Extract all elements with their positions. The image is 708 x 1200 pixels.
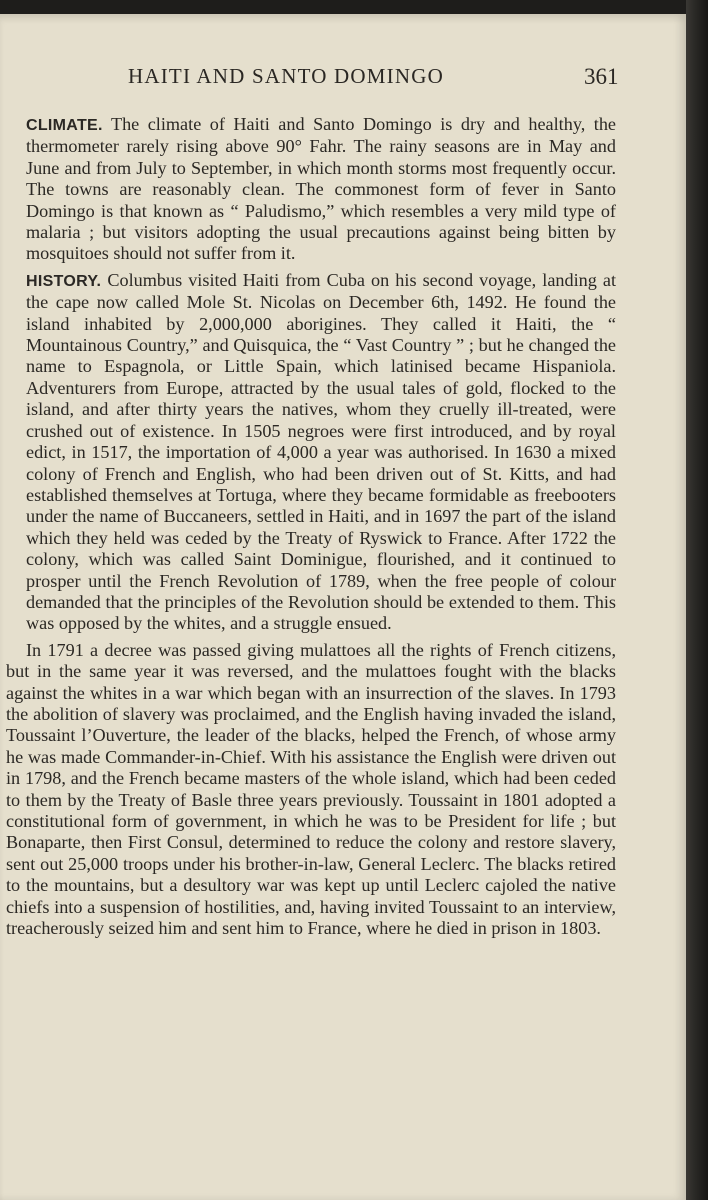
- climate-text: The climate of Haiti and Santo Domingo is dry and healthy, the thermometer rarely rising above 90° Fahr. The rainy seasons are in May and June and from July to September, in which month storms most frequently occur. The towns are reasonably clean. The commonest form of fever in Santo Domingo is that known as “ Paludismo,” which resembles a very mild type of malaria ; but visitors adopting the usual precautions against being bitten by mosquitoes should not suffer from it.: [26, 114, 617, 264]
- history-paragraph: [6, 270, 616, 635]
- climate-heading: CLIMATE.: [26, 117, 103, 134]
- history-text: Columbus visited Haiti from Cuba on his second voyage, landing at the cape now called Mole St. Nicolas on December 6th, 1492. He found the island inhabited by 2,000,000 aborigines. They called it Haiti, the “ Mountainous Country,” and Quisquica, the “ Vast Country ” ; but he changed the name to Espagnola, or Little Spain, which latinised became Hispaniola. Adventurers from Europe, attracted by the usual tales of gold, flocked to the island, and after thirty years the natives, whom they cruelly ill-treated, were crushed out of existence. In 1505 negroes were first introduced, and by royal edict, in 1517, the importation of 4,000 a year was authorised. In 1630 a mixed colony of French and English, who had been driven out of St. Kitts, and had established themselves at Tortuga, where they became formidable as freebooters under the name of Buccaneers, settled in Haiti, and in 1697 the part of the island which they held was ceded by the Treaty of Ryswick to France. After 1722 the colony, which was called Saint Dominigue, flourished, and it continued to prosper until the French Revolution of 1789, when the free people of colour demanded that the principles of the Revolution should be extended to them. This was opposed by the whites, and a struggle ensued.: [26, 269, 616, 634]
- body-text: [6, 114, 616, 944]
- running-title: HAITI AND SANTO DOMINGO: [128, 64, 444, 88]
- page-number: 361: [584, 64, 619, 89]
- history-heading: HISTORY.: [26, 272, 102, 290]
- climate-paragraph: [6, 114, 616, 265]
- book-page: [0, 14, 686, 1200]
- book-edge: [686, 0, 708, 1200]
- running-header: [0, 64, 686, 94]
- history-paragraph-continued: In 1791 a decree was passed giving mulattoes all the rights of French citizens, but in the same year it was reversed, and the mulattoes fought with the blacks against the whites in a war which began with an insurrection of the slaves. In 1793 the abolition of slavery was proclaimed, and the English having invaded the island, Toussaint l’Ouverture, the leader of the blacks, helped the French, of whose army he was made Commander-in-Chief. With his assistance the English were driven out in 1798, and the French became masters of the whole island, which had been ceded to them by the Treaty of Basle three years previously. Toussaint in 1801 adopted a constitutional form of government, in which he was to be President for life ; but Bonaparte, then First Consul, determined to reduce the colony and restore slavery, sent out 25,000 troops under his brother-in-law, General Leclerc. The blacks retired to the mountains, but a desultory war was kept up until Leclerc cajoled the native chiefs into a suspension of hostilities, and, having invited Toussaint to an interview, treacherously seized him and sent him to France, where he died in prison in 1803.: [6, 639, 616, 939]
